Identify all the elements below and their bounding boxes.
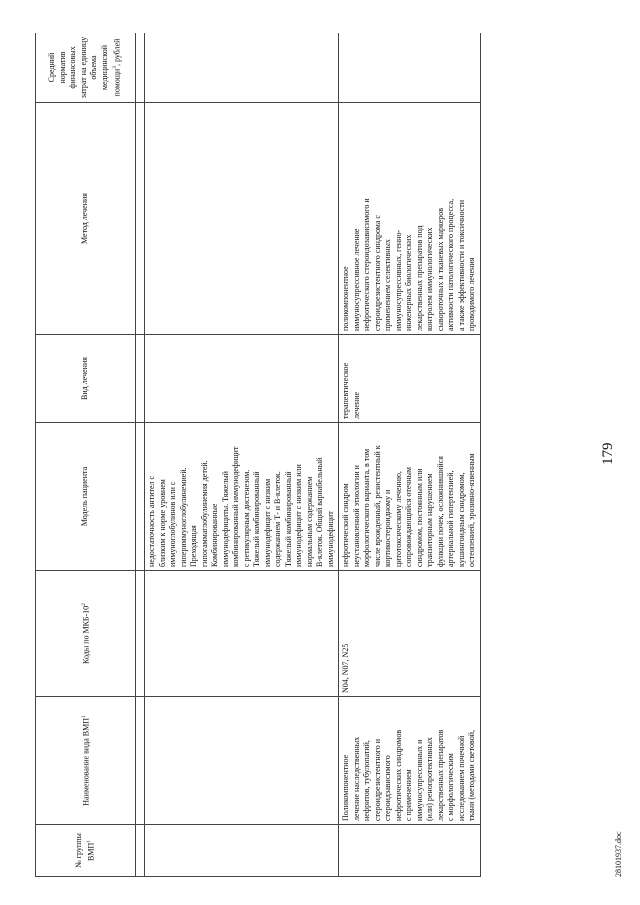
- text-line: иммунодефицит с низким: [262, 478, 272, 567]
- text-line: иммуносупрессивное лечение: [351, 228, 361, 331]
- text-line: сопровождающийся отечным: [404, 467, 413, 567]
- text-line: В-клеток. Общий вариабельный: [315, 457, 324, 567]
- cell-treatment-type: [339, 335, 481, 423]
- text-line: содержанием Т- и В-клеток.: [273, 471, 282, 567]
- text-line: морфологического варианта, в том: [362, 448, 371, 567]
- cell-vmp-name: [145, 697, 339, 825]
- page-number: 179: [600, 442, 616, 465]
- text-line: стероидрезистентного синдрома с: [372, 215, 382, 331]
- text-line: с морфологическим: [446, 753, 455, 821]
- text-line: недостаточность антител с: [147, 475, 156, 567]
- text-line: поликомпонентное: [341, 266, 350, 331]
- text-line: применением селективных: [383, 239, 392, 331]
- footer-document-code: 28101937.doc: [614, 831, 623, 877]
- text-line: сывороточных и тканевых маркеров: [435, 207, 445, 331]
- text-line: нефротического стероидозависимого и: [362, 198, 371, 331]
- spacer-row: [136, 33, 145, 877]
- text-line: инженерных биологических: [404, 234, 413, 331]
- text-line: цитотоксическому лечению,: [393, 471, 403, 567]
- header-icd-codes: Коды по МКБ-$10^2$: [36, 571, 136, 697]
- text-line: ткани (методами световой,: [467, 729, 476, 821]
- header-patient-model: Модель пациента: [36, 423, 136, 571]
- text-line: неустановленной этиологии и: [351, 465, 361, 567]
- cell-group-num: [339, 825, 481, 877]
- text-line: Тяжелый комбинированный: [283, 471, 293, 567]
- text-line: иммунодефициты. Тяжелый: [220, 471, 230, 567]
- cell-avg-cost: [339, 33, 481, 103]
- cell-treatment-type: [145, 335, 339, 423]
- text-line: иммунодефицит с низким или: [294, 464, 303, 567]
- text-line: стероидзависимого: [383, 755, 392, 821]
- text-line: активности патологического процесса,: [446, 198, 455, 331]
- header-row: [36, 33, 136, 877]
- header-group-num: № группы ВМП$^1$: [36, 825, 136, 877]
- text-line: лечение наследственных: [351, 736, 361, 821]
- cell-patient-model: [339, 423, 481, 571]
- text-line: транзиторным нарушением: [425, 473, 434, 567]
- text-line: иммуноглобулинов или с: [168, 481, 177, 567]
- header-vmp-name: Наименование вида ВМП$^1$: [36, 697, 136, 825]
- text-line: иммуносупрессивных, генно-: [393, 229, 403, 331]
- table-wrapper: [35, 33, 583, 877]
- text-line: артериальной гипертензией,: [446, 470, 455, 567]
- cell-treatment-method: [339, 103, 481, 335]
- text-line: контролем иммунологических: [425, 227, 434, 331]
- text-line: функции почек, осложнившийся: [435, 456, 445, 567]
- header-avg-cost: Средний норматив финансовых затрат на единицу объема медицинской помощи$^3$, рублей: [36, 33, 136, 103]
- text-line: синдромом, постоянным или: [414, 468, 424, 567]
- text-line: а также эффективности и токсичности: [456, 200, 466, 331]
- cell-avg-cost: [145, 33, 339, 103]
- cell-vmp-name: [339, 697, 481, 825]
- text-line: остеопенией, эрозивно-язвенным: [467, 453, 476, 567]
- text-line: исследованием почечной: [456, 735, 466, 821]
- text-line: лечение: [351, 391, 361, 419]
- text-line: гипогаммаглобулинемия детей.: [199, 460, 209, 567]
- cell-group-num: [145, 825, 339, 877]
- text-line: нормальным содержанием: [304, 476, 314, 567]
- text-line: иммунодефицит: [325, 511, 335, 567]
- text-line: терапевтическое: [341, 362, 350, 419]
- text-line: кушингоидным синдромом,: [456, 472, 466, 567]
- text-line: кортикостероидному и: [383, 489, 392, 567]
- table-row: [145, 33, 339, 877]
- icd-codes-value: N04, N07, N25: [341, 643, 350, 693]
- text-line: Комбинированные: [210, 503, 219, 567]
- cell-icd-codes: [145, 571, 339, 697]
- text-line: с ретикулярным дисгенезом.: [241, 469, 251, 567]
- text-line: близким к норме уровнем: [157, 479, 167, 567]
- text-line: лекарственных препаратов под: [414, 225, 424, 331]
- text-line: числе врожденный, резистентный к: [372, 445, 382, 567]
- header-treatment-method: Метод лечения: [36, 103, 136, 335]
- text-line: (или) ренопротективных: [425, 737, 434, 821]
- text-line: стероидрезистентного и: [372, 738, 382, 821]
- text-line: гипериммуноглобулинемией.: [178, 467, 188, 567]
- cell-icd-codes: [339, 571, 481, 697]
- text-line: Поликомпонентное: [341, 754, 350, 821]
- text-line: нефротических синдромов: [393, 729, 403, 821]
- text-line: лекарственных препаратов: [435, 729, 445, 821]
- text-line: комбинированный иммунодефицит: [231, 446, 240, 567]
- text-line: проводимого лечения: [467, 257, 476, 331]
- text-line: нефротический синдром: [341, 483, 350, 567]
- vmp-table: [35, 33, 481, 877]
- text-line: Тяжелый комбинированный: [252, 471, 261, 567]
- table-row: [339, 33, 481, 877]
- text-line: иммуносупрессивных и: [414, 739, 424, 821]
- cell-treatment-method: [145, 103, 339, 335]
- text-line: Преходящая: [189, 525, 198, 567]
- header-treatment-type: Вид лечения: [36, 335, 136, 423]
- text-line: нефритов, тубулопатий,: [362, 740, 371, 821]
- text-line: с применением: [404, 769, 413, 821]
- cell-patient-model: [145, 423, 339, 571]
